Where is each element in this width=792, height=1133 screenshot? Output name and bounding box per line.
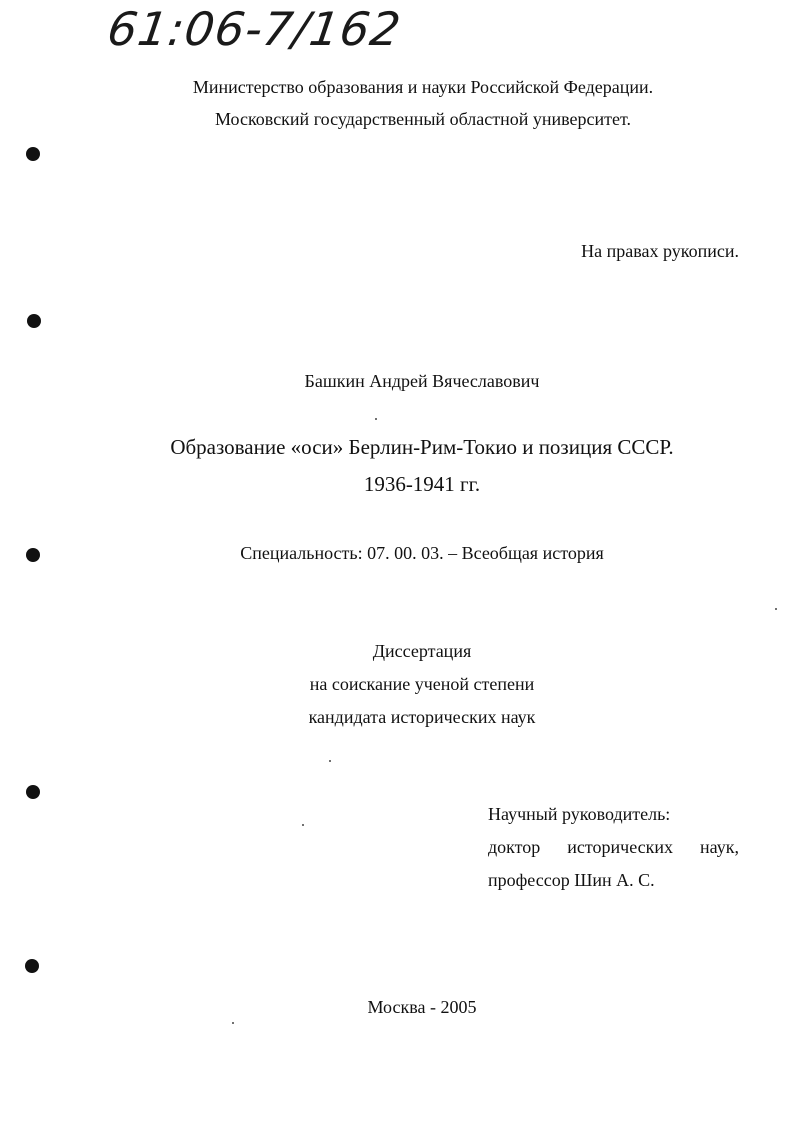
ministry-name: Министерство образования и науки Российской Федерации. — [192, 77, 654, 97]
supervisor-name: профессор Шин А. С. — [488, 870, 655, 890]
dissertation-degree-name: кандидата исторических наук — [308, 707, 536, 727]
dissertation-degree-purpose: на соискание ученой степени — [309, 674, 535, 694]
supervisor-degree: доктор исторических наук, — [488, 837, 739, 857]
speciality: Специальность: 07. 00. 03. – Всеобщая история — [240, 543, 604, 563]
author-name: Башкин Андрей Вячеславович — [304, 371, 540, 391]
dissertation-title-line-2: 1936-1941 гг. — [363, 472, 481, 496]
punch-hole-4 — [26, 785, 40, 799]
scan-speck — [775, 608, 777, 610]
supervisor-label: Научный руководитель: — [488, 804, 671, 824]
handwritten-archive-number: 61:06-7/162 — [104, 2, 405, 56]
scan-speck — [329, 760, 331, 762]
punch-hole-2 — [27, 314, 41, 328]
dissertation-label: Диссертация — [372, 641, 472, 661]
place-and-year: Москва - 2005 — [367, 997, 477, 1017]
punch-hole-1 — [26, 147, 40, 161]
scan-speck — [302, 824, 304, 826]
university-name: Московский государственный областной университет. — [214, 109, 632, 129]
dissertation-title-line-1: Образование «оси» Берлин-Рим-Токио и позиция СССР. — [170, 435, 674, 459]
manuscript-rights-notice: На правах рукописи. — [581, 241, 739, 261]
scan-speck — [232, 1022, 234, 1024]
scan-speck — [375, 418, 377, 420]
punch-hole-5 — [25, 959, 39, 973]
